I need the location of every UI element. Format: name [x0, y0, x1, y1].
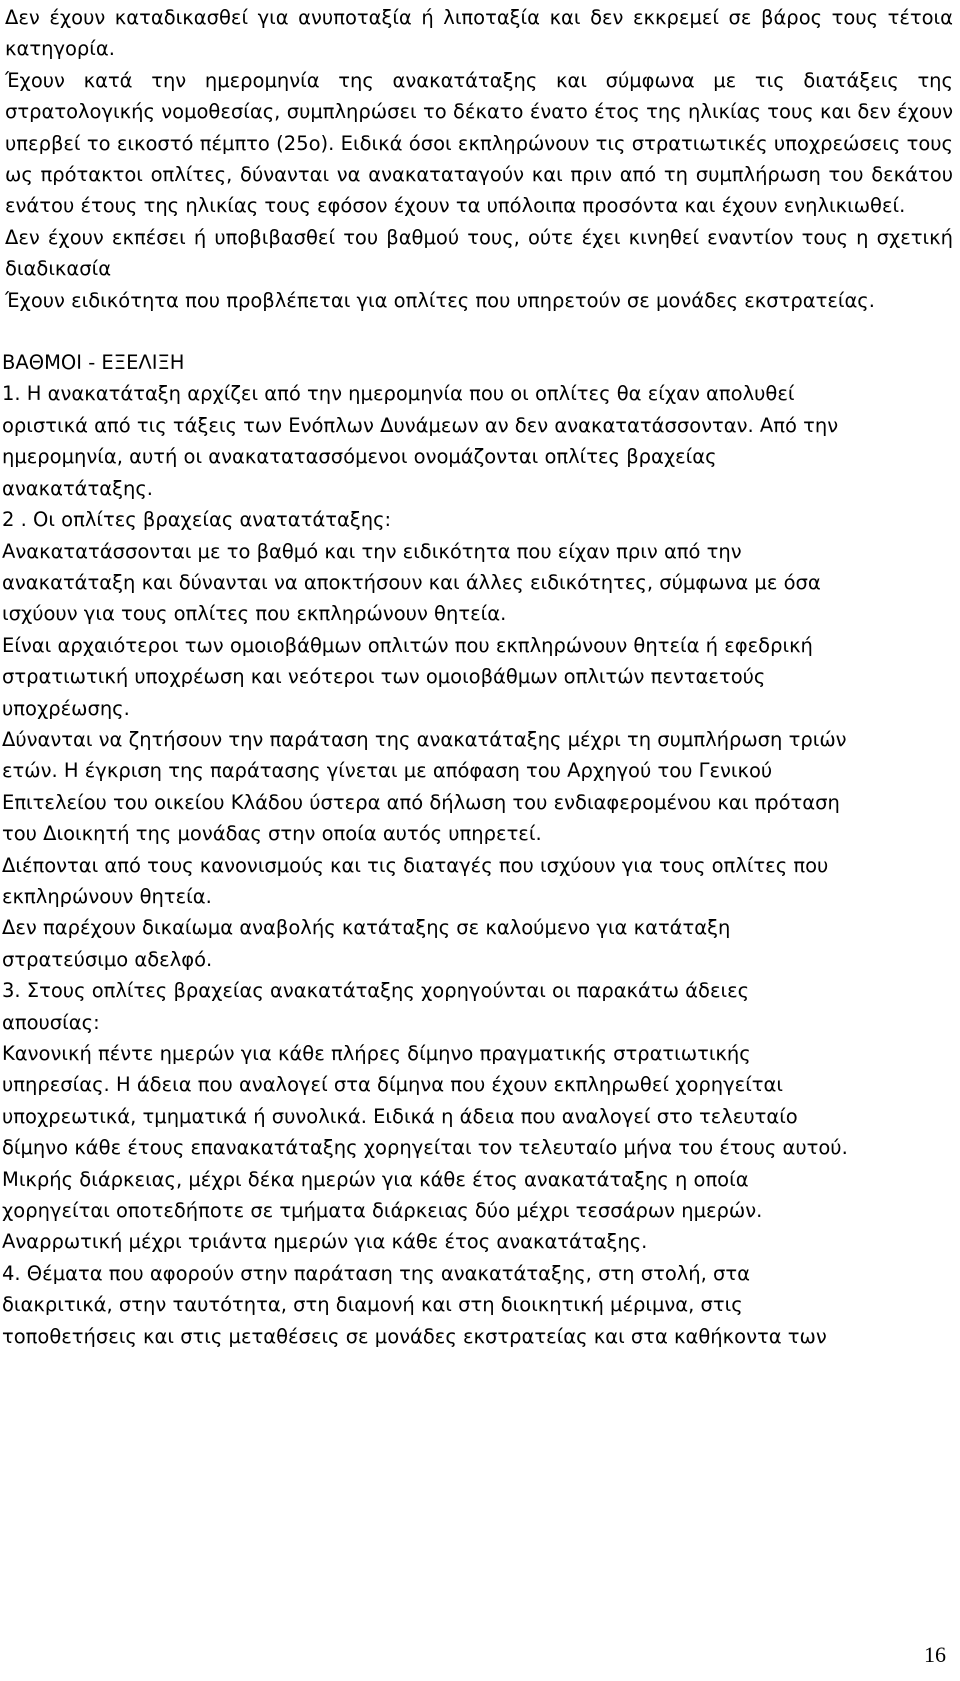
body-line: 1. Η ανακατάταξη αρχίζει από την ημερομηνία που οι οπλίτες θα είχαν απολυθεί: [2, 382, 795, 406]
body-line: διακριτικά, στην ταυτότητα, στη διαμονή και στη διοικητική μέριμνα, στις: [2, 1293, 743, 1317]
blank-line: [0, 316, 960, 347]
body-line: Αναρρωτική μέχρι τριάντα ημερών για κάθε έτος ανακατάταξης.: [2, 1230, 648, 1254]
paragraph-no-demotion: Δεν έχουν εκπέσει ή υποβιβασθεί του βαθμού τους, ούτε έχει κινηθεί εναντίον τους η σχετική διαδικασία: [5, 225, 953, 281]
body-line: τοποθετήσεις και στις μεταθέσεις σε μονάδες εκστρατείας και στα καθήκοντα των: [2, 1324, 827, 1348]
paragraph-age-requirement: Έχουν κατά την ημερομηνία της ανακατάταξης και σύμφωνα με τις διατάξεις της στρατολογικής νομοθεσίας, συμπληρώσει το δέκατο ένατο έτος της ηλικίας τους και δεν έχουν υπερβεί το εικοστό πέμπτο (25ο). Ειδικά όσοι εκπληρώνουν τις στρατιωτικές υποχρεώσεις τους ως πρότακτοι οπλίτες, δύνανται να ανακαταταγούν και πριν από τη συμπλήρωση του δεκάτου ενάτου έτους της ηλικίας τους εφόσον έχουν τα υπόλοιπα προσόντα και έχουν ενηλικιωθεί.: [5, 68, 953, 218]
body-line: υποχρέωσης.: [2, 696, 130, 720]
section-body: [2, 378, 946, 1352]
body-line: υπηρεσίας. Η άδεια που αναλογεί στα δίμηνα που έχουν εκπληρωθεί χορηγείται: [2, 1073, 783, 1097]
eligibility-section: [0, 2, 960, 316]
body-line: Επιτελείου του οικείου Κλάδου ύστερα από δήλωση του ενδιαφερομένου και πρόταση: [2, 790, 840, 814]
body-line: Είναι αρχαιότεροι των ομοιοβάθμων οπλιτών που εκπληρώνουν θητεία ή εφεδρική: [2, 633, 813, 657]
body-line: στρατεύσιμο αδελφό.: [2, 947, 213, 971]
body-line: 2 . Οι οπλίτες βραχείας ανατατάταξης:: [2, 508, 392, 532]
body-line: 3. Στους οπλίτες βραχείας ανακατάταξης χορηγούνται οι παρακάτω άδειες: [2, 979, 750, 1003]
body-line: εκπληρώνουν θητεία.: [2, 884, 212, 908]
body-line: απουσίας:: [2, 1010, 100, 1034]
ranks-section: [0, 347, 960, 1352]
body-line: 4. Θέματα που αφορούν στην παράταση της ανακατάταξης, στη στολή, στα: [2, 1261, 750, 1285]
body-line: ανακατάταξη και δύνανται να αποκτήσουν και άλλες ειδικότητες, σύμφωνα με όσα: [2, 570, 821, 594]
body-line: στρατιωτική υποχρέωση και νεότεροι των ομοιοβάθμων οπλιτών πενταετούς: [2, 665, 766, 689]
body-line: Κανονική πέντε ημερών για κάθε πλήρες δίμηνο πραγματικής στρατιωτικής: [2, 1042, 751, 1065]
body-line: του Διοικητή της μονάδας στην οποία αυτός υπηρετεί.: [2, 822, 542, 846]
body-line: ισχύουν για τους οπλίτες που εκπληρώνουν θητεία.: [2, 602, 507, 626]
body-line: Δύνανται να ζητήσουν την παράταση της ανακατάταξης μέχρι τη συμπλήρωση τριών: [2, 727, 847, 751]
body-line: Μικρής διάρκειας, μέχρι δέκα ημερών για κάθε έτος ανακατάταξης η οποία: [2, 1167, 749, 1191]
body-line: δίμηνο κάθε έτους επανακατάταξης χορηγείται τον τελευταίο μήνα του έτους αυτού.: [2, 1136, 848, 1160]
body-line: ετών. Η έγκριση της παράτασης γίνεται με απόφαση του Αρχηγού του Γενικού: [2, 759, 773, 783]
paragraph-no-conviction: Δεν έχουν καταδικασθεί για ανυποταξία ή λιποταξία και δεν εκκρεμεί σε βάρος τους τέτοια κατηγορία.: [5, 6, 953, 61]
page-number: 16: [924, 1642, 946, 1667]
body-line: ανακατάταξης.: [2, 476, 154, 500]
paragraph-specialty: Έχουν ειδικότητα που προβλέπεται για οπλίτες που υπηρετούν σε μονάδες εκστρατείας.: [5, 288, 875, 312]
body-line: Ανακατατάσσονται με το βαθμό και την ειδικότητα που είχαν πριν από την: [2, 539, 742, 563]
section-heading: ΒΑΘΜΟΙ - ΕΞΕΛΙΞΗ: [2, 351, 185, 375]
body-line: οριστικά από τις τάξεις των Ενόπλων Δυνάμεων αν δεν ανακατατάσσονταν. Από την: [2, 413, 839, 437]
body-line: υποχρεωτικά, τμηματικά ή συνολικά. Ειδικά η άδεια που αναλογεί στο τελευταίο: [2, 1104, 798, 1128]
body-line: χορηγείται οποτεδήποτε σε τμήματα διάρκειας δύο μέχρι τεσσάρων ημερών.: [2, 1199, 763, 1223]
body-line: ημερομηνία, αυτή οι ανακατατασσόμενοι ονομάζονται οπλίτες βραχείας: [2, 445, 717, 469]
body-line: Διέπονται από τους κανονισμούς και τις διαταγές που ισχύουν για τους οπλίτες που: [2, 853, 829, 877]
body-line: Δεν παρέχουν δικαίωμα αναβολής κατάταξης σε καλούμενο για κατάταξη: [2, 916, 731, 940]
